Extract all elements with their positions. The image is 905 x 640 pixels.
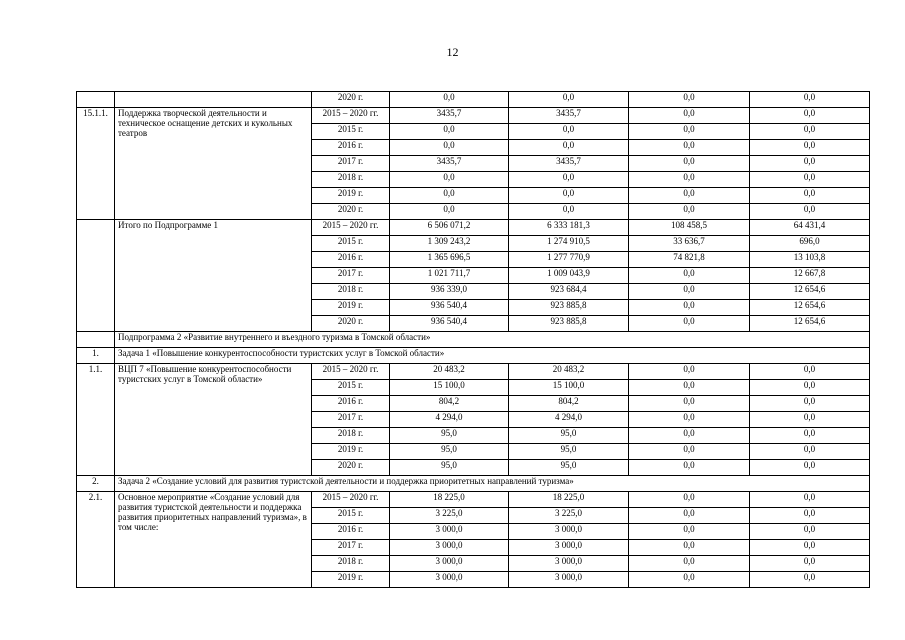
- period-cell: 2017 г.: [312, 412, 390, 428]
- amount-cell: 18 225,0: [390, 492, 509, 508]
- amount-cell: 0,0: [629, 508, 750, 524]
- amount-cell: 0,0: [390, 124, 509, 140]
- row-number: [77, 332, 115, 348]
- amount-cell: 0,0: [750, 572, 870, 588]
- amount-cell: 0,0: [390, 140, 509, 156]
- amount-cell: 804,2: [509, 396, 629, 412]
- page-number: 12: [446, 45, 459, 59]
- amount-cell: 3435,7: [509, 108, 629, 124]
- amount-cell: 0,0: [390, 188, 509, 204]
- amount-cell: 3 225,0: [390, 508, 509, 524]
- amount-cell: 95,0: [509, 444, 629, 460]
- period-cell: 2015 – 2020 гг.: [312, 108, 390, 124]
- period-cell: 2019 г.: [312, 444, 390, 460]
- amount-cell: 4 294,0: [390, 412, 509, 428]
- amount-cell: 0,0: [509, 172, 629, 188]
- amount-cell: 3 225,0: [509, 508, 629, 524]
- amount-cell: 0,0: [509, 92, 629, 108]
- amount-cell: 1 277 770,9: [509, 252, 629, 268]
- amount-cell: 0,0: [750, 92, 870, 108]
- amount-cell: 20 483,2: [509, 364, 629, 380]
- period-cell: 2015 г.: [312, 124, 390, 140]
- amount-cell: 923 885,8: [509, 316, 629, 332]
- amount-cell: 0,0: [629, 268, 750, 284]
- amount-cell: 0,0: [750, 428, 870, 444]
- amount-cell: 0,0: [750, 140, 870, 156]
- amount-cell: 0,0: [750, 204, 870, 220]
- period-cell: 2015 г.: [312, 508, 390, 524]
- amount-cell: 18 225,0: [509, 492, 629, 508]
- amount-cell: 936 339,0: [390, 284, 509, 300]
- amount-cell: 0,0: [629, 364, 750, 380]
- period-cell: 2019 г.: [312, 300, 390, 316]
- amount-cell: 6 506 071,2: [390, 220, 509, 236]
- amount-cell: 0,0: [750, 444, 870, 460]
- amount-cell: 0,0: [629, 380, 750, 396]
- period-cell: 2017 г.: [312, 156, 390, 172]
- amount-cell: 0,0: [390, 204, 509, 220]
- period-cell: 2015 г.: [312, 380, 390, 396]
- section-heading-row: [77, 476, 870, 492]
- amount-cell: 33 636,7: [629, 236, 750, 252]
- row-number: 2.1.: [77, 492, 115, 588]
- amount-cell: 0,0: [509, 140, 629, 156]
- period-cell: 2020 г.: [312, 316, 390, 332]
- amount-cell: 3 000,0: [509, 572, 629, 588]
- amount-cell: 64 431,4: [750, 220, 870, 236]
- amount-cell: 3435,7: [390, 108, 509, 124]
- amount-cell: 1 274 910,5: [509, 236, 629, 252]
- period-cell: 2018 г.: [312, 172, 390, 188]
- row-number: [77, 92, 115, 108]
- amount-cell: 0,0: [629, 428, 750, 444]
- amount-cell: 696,0: [750, 236, 870, 252]
- amount-cell: 0,0: [750, 380, 870, 396]
- amount-cell: 95,0: [509, 428, 629, 444]
- amount-cell: 0,0: [750, 460, 870, 476]
- amount-cell: 0,0: [750, 508, 870, 524]
- amount-cell: 95,0: [390, 444, 509, 460]
- amount-cell: 0,0: [629, 300, 750, 316]
- section-heading-row: [77, 332, 870, 348]
- amount-cell: 3 000,0: [390, 556, 509, 572]
- period-cell: 2016 г.: [312, 396, 390, 412]
- item-name: [115, 92, 312, 108]
- amount-cell: 3 000,0: [509, 540, 629, 556]
- amount-cell: 0,0: [509, 124, 629, 140]
- period-cell: 2015 – 2020 гг.: [312, 492, 390, 508]
- period-cell: 2020 г.: [312, 204, 390, 220]
- amount-cell: 0,0: [629, 556, 750, 572]
- amount-cell: 0,0: [629, 316, 750, 332]
- table-body: [77, 92, 870, 588]
- amount-cell: 15 100,0: [509, 380, 629, 396]
- amount-cell: 0,0: [750, 124, 870, 140]
- amount-cell: 0,0: [629, 396, 750, 412]
- amount-cell: 936 540,4: [390, 316, 509, 332]
- amount-cell: 0,0: [750, 156, 870, 172]
- period-cell: 2020 г.: [312, 92, 390, 108]
- amount-cell: 0,0: [629, 156, 750, 172]
- amount-cell: 0,0: [750, 492, 870, 508]
- row-number: 15.1.1.: [77, 108, 115, 220]
- amount-cell: 15 100,0: [390, 380, 509, 396]
- period-cell: 2018 г.: [312, 428, 390, 444]
- amount-cell: 923 684,4: [509, 284, 629, 300]
- amount-cell: 0,0: [390, 172, 509, 188]
- period-cell: 2019 г.: [312, 188, 390, 204]
- amount-cell: 0,0: [629, 124, 750, 140]
- amount-cell: 0,0: [750, 412, 870, 428]
- amount-cell: 74 821,8: [629, 252, 750, 268]
- amount-cell: 3435,7: [509, 156, 629, 172]
- period-cell: 2015 г.: [312, 236, 390, 252]
- amount-cell: 0,0: [629, 540, 750, 556]
- table-row: [77, 92, 870, 108]
- item-name: Поддержка творческой деятельности и техническое оснащение детских и кукольных театров: [115, 108, 312, 220]
- amount-cell: 0,0: [750, 396, 870, 412]
- section-heading: Задача 1 «Повышение конкурентоспособности туристских услуг в Томской области»: [115, 348, 870, 364]
- period-cell: 2018 г.: [312, 556, 390, 572]
- table-row: [77, 492, 870, 508]
- amount-cell: 3 000,0: [390, 524, 509, 540]
- row-number: 1.1.: [77, 364, 115, 476]
- amount-cell: 3 000,0: [390, 540, 509, 556]
- item-name: Итого по Подпрограмме 1: [115, 220, 312, 332]
- amount-cell: 1 009 043,9: [509, 268, 629, 284]
- period-cell: 2015 – 2020 гг.: [312, 220, 390, 236]
- amount-cell: 0,0: [629, 108, 750, 124]
- amount-cell: 0,0: [629, 188, 750, 204]
- amount-cell: 0,0: [629, 572, 750, 588]
- table-row: [77, 364, 870, 380]
- amount-cell: 6 333 181,3: [509, 220, 629, 236]
- amount-cell: 108 458,5: [629, 220, 750, 236]
- amount-cell: 1 365 696,5: [390, 252, 509, 268]
- amount-cell: 13 103,8: [750, 252, 870, 268]
- section-heading: Подпрограмма 2 «Развитие внутреннего и въездного туризма в Томской области»: [115, 332, 870, 348]
- row-number: [77, 220, 115, 332]
- row-number: 1.: [77, 348, 115, 364]
- table-row: [77, 220, 870, 236]
- amount-cell: 923 885,8: [509, 300, 629, 316]
- period-cell: 2017 г.: [312, 268, 390, 284]
- amount-cell: 3 000,0: [509, 524, 629, 540]
- amount-cell: 95,0: [509, 460, 629, 476]
- section-heading-row: [77, 348, 870, 364]
- amount-cell: 0,0: [629, 204, 750, 220]
- amount-cell: 1 021 711,7: [390, 268, 509, 284]
- amount-cell: 936 540,4: [390, 300, 509, 316]
- section-heading: Задача 2 «Создание условий для развития туристской деятельности и поддержка приоритетных направлений туризма»: [115, 476, 870, 492]
- amount-cell: 12 654,6: [750, 316, 870, 332]
- amount-cell: 95,0: [390, 428, 509, 444]
- row-number: 2.: [77, 476, 115, 492]
- amount-cell: 0,0: [750, 172, 870, 188]
- amount-cell: 0,0: [629, 412, 750, 428]
- amount-cell: 0,0: [629, 444, 750, 460]
- amount-cell: 0,0: [750, 524, 870, 540]
- period-cell: 2017 г.: [312, 540, 390, 556]
- table-row: [77, 108, 870, 124]
- amount-cell: 0,0: [390, 92, 509, 108]
- amount-cell: 0,0: [750, 188, 870, 204]
- amount-cell: 3 000,0: [509, 556, 629, 572]
- amount-cell: 3435,7: [390, 156, 509, 172]
- amount-cell: 0,0: [629, 460, 750, 476]
- amount-cell: 0,0: [629, 172, 750, 188]
- amount-cell: 804,2: [390, 396, 509, 412]
- amount-cell: 4 294,0: [509, 412, 629, 428]
- amount-cell: 0,0: [750, 540, 870, 556]
- period-cell: 2018 г.: [312, 284, 390, 300]
- amount-cell: 12 654,6: [750, 284, 870, 300]
- amount-cell: 1 309 243,2: [390, 236, 509, 252]
- period-cell: 2015 – 2020 гг.: [312, 364, 390, 380]
- amount-cell: 0,0: [629, 524, 750, 540]
- amount-cell: 95,0: [390, 460, 509, 476]
- budget-table: [76, 91, 870, 588]
- amount-cell: 0,0: [629, 92, 750, 108]
- amount-cell: 0,0: [629, 492, 750, 508]
- amount-cell: 0,0: [509, 188, 629, 204]
- amount-cell: 0,0: [509, 204, 629, 220]
- amount-cell: 3 000,0: [390, 572, 509, 588]
- amount-cell: 0,0: [750, 364, 870, 380]
- amount-cell: 0,0: [750, 108, 870, 124]
- period-cell: 2020 г.: [312, 460, 390, 476]
- period-cell: 2016 г.: [312, 140, 390, 156]
- period-cell: 2016 г.: [312, 524, 390, 540]
- item-name: Основное мероприятие «Создание условий для развития туристской деятельности и поддержка развития приоритетных направлений туризма», в том числе:: [115, 492, 312, 588]
- amount-cell: 12 654,6: [750, 300, 870, 316]
- amount-cell: 0,0: [629, 140, 750, 156]
- period-cell: 2016 г.: [312, 252, 390, 268]
- amount-cell: 0,0: [629, 284, 750, 300]
- amount-cell: 0,0: [750, 556, 870, 572]
- item-name: ВЦП 7 «Повышение конкурентоспособности туристских услуг в Томской области»: [115, 364, 312, 476]
- amount-cell: 12 667,8: [750, 268, 870, 284]
- period-cell: 2019 г.: [312, 572, 390, 588]
- amount-cell: 20 483,2: [390, 364, 509, 380]
